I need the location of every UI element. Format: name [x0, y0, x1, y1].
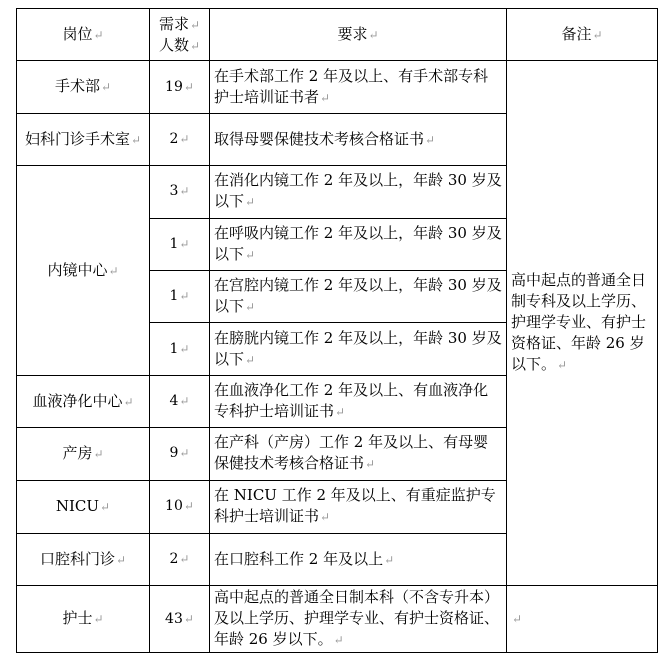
count-cell: 2↵ [150, 113, 210, 165]
header-requirement: 要求↵ [210, 9, 507, 61]
position-cell: 血液净化中心↵ [17, 375, 150, 427]
table-row [17, 61, 658, 113]
requirement-cell: 取得母婴保健技术考核合格证书↵ [210, 113, 507, 165]
remark-cell-group-b: ↵ [507, 586, 658, 653]
requirement-cell: 在产科（产房）工作 2 年及以上、有母婴保健技术考核合格证书↵ [210, 428, 507, 480]
position-cell: 手术部↵ [17, 61, 150, 113]
position-cell: 妇科门诊手术室↵ [17, 113, 150, 165]
count-cell: 9↵ [150, 428, 210, 480]
requirement-cell: 在膀胱内镜工作 2 年及以上，年龄 30 岁及以下↵ [210, 323, 507, 375]
requirement-cell: 高中起点的普通全日制本科（不含专升本）及以上学历、护理学专业、有护士资格证、年龄 26 岁以下。↵ [210, 586, 507, 653]
position-cell: NICU↵ [17, 480, 150, 533]
table-row [17, 586, 658, 653]
count-cell: 1↵ [150, 271, 210, 323]
remark-cell-group-a: 高中起点的普通全日制专科及以上学历、护理学专业、有护士资格证、年龄 26 岁以下。↵ [507, 61, 658, 586]
requirement-cell: 在呼吸内镜工作 2 年及以上，年龄 30 岁及以下↵ [210, 218, 507, 270]
count-cell: 43↵ [150, 586, 210, 653]
count-cell: 4↵ [150, 375, 210, 427]
header-position: 岗位↵ [17, 9, 150, 61]
count-cell: 2↵ [150, 534, 210, 586]
header-count: 需求↵ 人数↵ [150, 9, 210, 61]
count-cell: 1↵ [150, 323, 210, 375]
recruitment-table [16, 8, 658, 653]
position-cell: 内镜中心↵ [17, 166, 150, 376]
header-remark: 备注↵ [507, 9, 658, 61]
position-cell: 口腔科门诊↵ [17, 534, 150, 586]
count-cell: 19↵ [150, 61, 210, 113]
requirement-cell: 在消化内镜工作 2 年及以上，年龄 30 岁及以下↵ [210, 166, 507, 218]
count-cell: 10↵ [150, 480, 210, 533]
header-row [17, 9, 658, 61]
requirement-cell: 在口腔科工作 2 年及以上↵ [210, 534, 507, 586]
requirement-cell: 在 NICU 工作 2 年及以上、有重症监护专科护士培训证书↵ [210, 480, 507, 533]
requirement-cell: 在血液净化工作 2 年及以上、有血液净化专科护士培训证书↵ [210, 375, 507, 427]
requirement-cell: 在宫腔内镜工作 2 年及以上，年龄 30 岁及以下↵ [210, 271, 507, 323]
position-cell: 护士↵ [17, 586, 150, 653]
count-cell: 3↵ [150, 166, 210, 218]
count-cell: 1↵ [150, 218, 210, 270]
requirement-cell: 在手术部工作 2 年及以上、有手术部专科护士培训证书者↵ [210, 61, 507, 113]
position-cell: 产房↵ [17, 428, 150, 480]
